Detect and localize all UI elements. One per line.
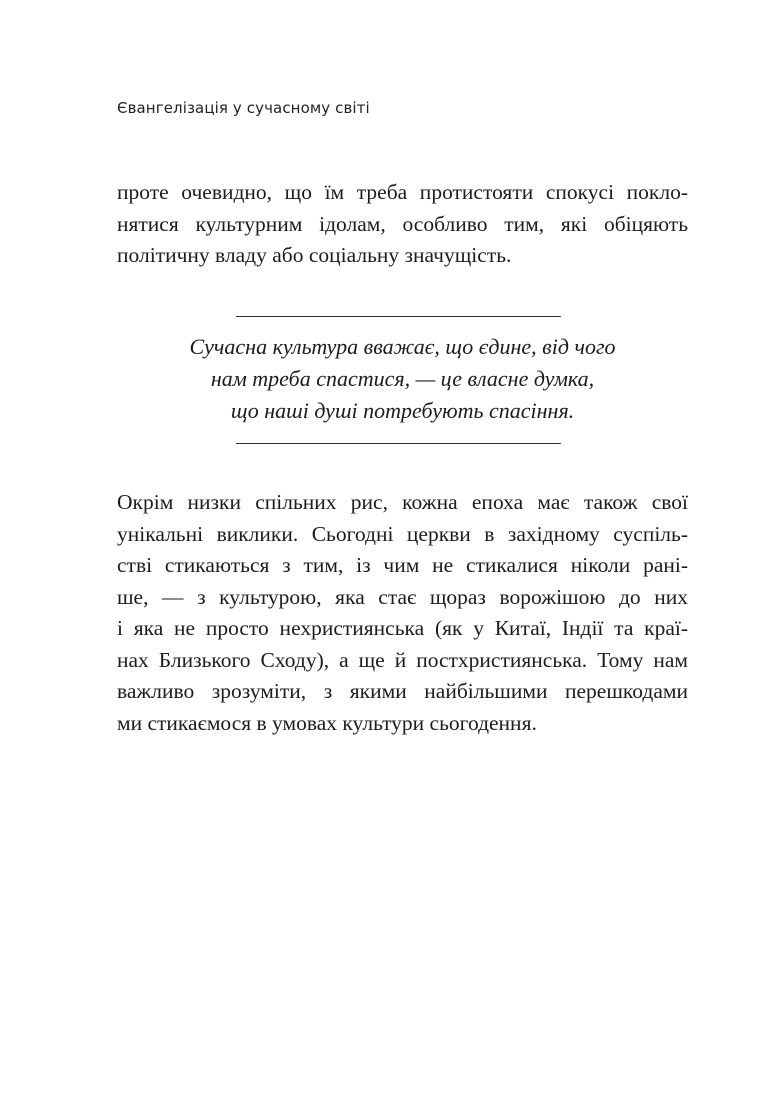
body-paragraph-2	[117, 487, 688, 739]
text-line: ми стикаємося в умовах культури сьогодення.	[117, 710, 537, 735]
text-line: нах Близького Сходу), а ще й постхристиянська. Тому нам	[117, 647, 688, 672]
running-head: Євангелізація у сучасному світі	[117, 99, 370, 117]
text-line: нятися культурним ідолам, особливо тим, які обіцяють	[117, 211, 688, 236]
text-line: ше, — з культурою, яка стає щораз ворожішою до них	[117, 584, 688, 609]
text-line: політичну владу або соціальну значущість.	[117, 243, 512, 267]
text-line: і яка не просто нехристиянська (як у Китаї, Індії та краї-	[117, 616, 688, 640]
text-line: Окрім низки спільних рис, кожна епоха має також свої	[117, 490, 688, 514]
text-line: проте очевидно, що їм треба протистояти спокусі покло-	[117, 180, 688, 204]
text-line: важливо зрозуміти, з якими найбільшими перешкодами	[117, 679, 688, 703]
pull-quote-top-rule	[236, 316, 561, 317]
pull-quote-line: що наші душі потребують спасіння.	[230, 398, 575, 423]
text-line: унікальні виклики. Сьогодні церкви в західному суспіль-	[117, 521, 688, 546]
pull-quote-bottom-rule	[236, 443, 561, 444]
pull-quote-line: Сучасна культура вважає, що єдине, від чого	[189, 334, 616, 359]
pull-quote	[117, 331, 688, 427]
pull-quote-line: нам треба спастися, — це власне думка,	[210, 366, 595, 391]
body-paragraph-1	[117, 177, 688, 272]
text-line: стві стикаються з тим, із чим не стикалися ніколи рані-	[117, 553, 688, 577]
